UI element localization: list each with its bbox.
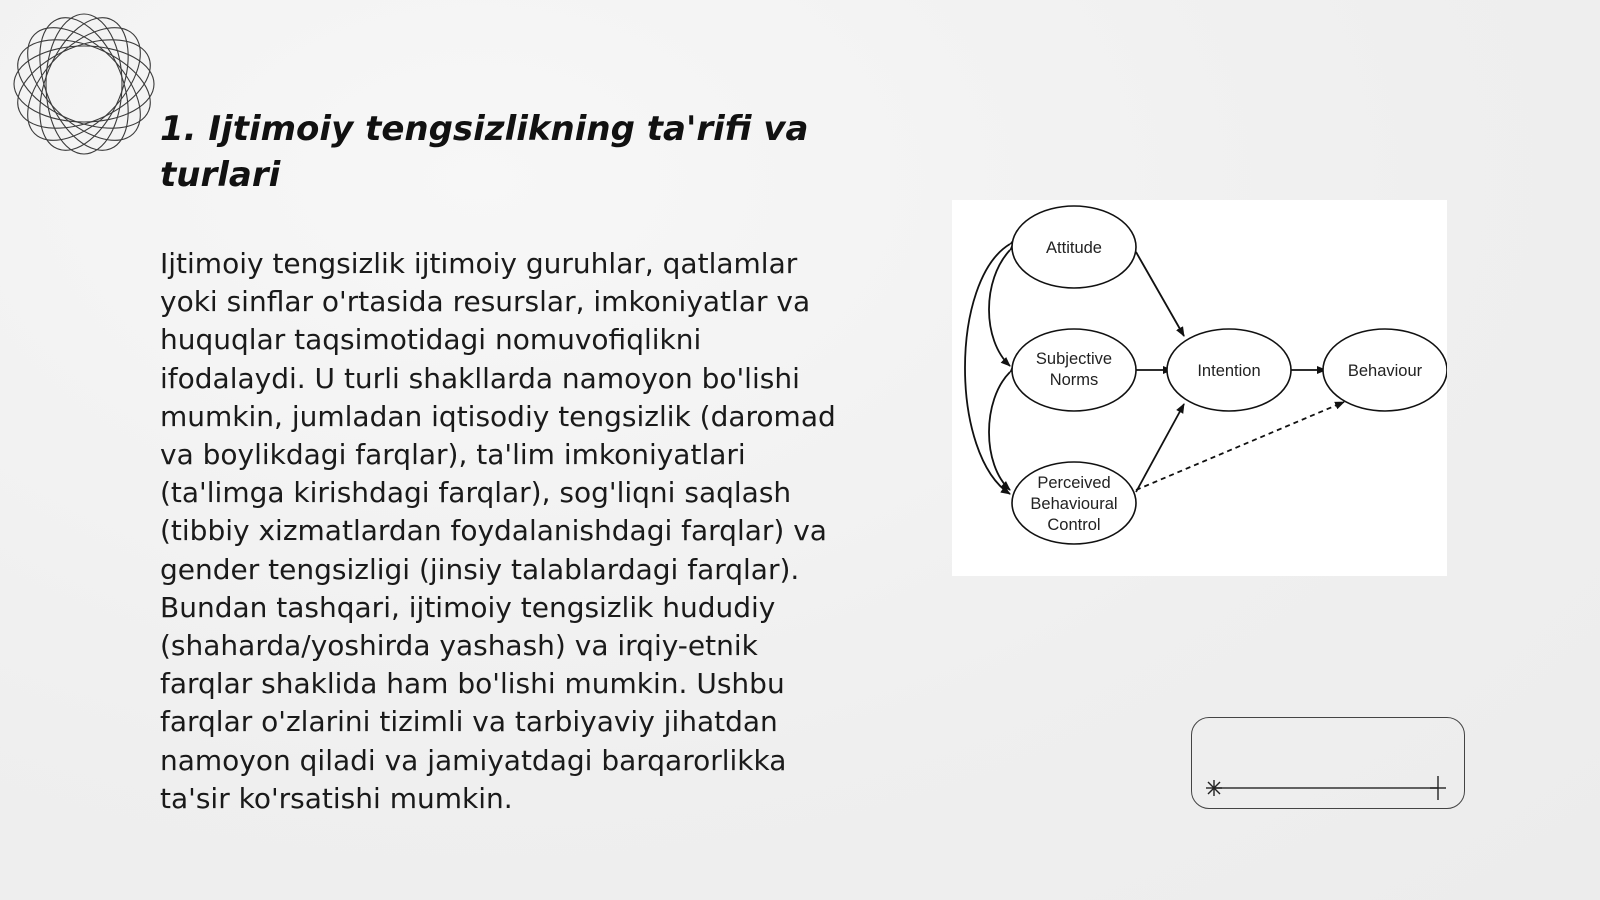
- ring-petal: [46, 14, 122, 154]
- correlation-arrow-norms-pbc: [989, 372, 1010, 490]
- decorative-timeline-box: [1191, 717, 1465, 809]
- ring-petal: [10, 10, 158, 158]
- node-intention: [1167, 329, 1291, 411]
- slide-title: 1. Ijtimoiy tengsizlikning ta'rifi va turlari: [160, 109, 809, 195]
- ring-petal: [10, 22, 158, 146]
- node-perceived-behavioural-control: [1012, 462, 1136, 544]
- svg-text:Control: Control: [1047, 516, 1101, 534]
- svg-text:Behavioural: Behavioural: [1030, 495, 1118, 513]
- node-subjective-norms: [1012, 329, 1136, 411]
- dashed-arrow-pbc-behaviour: [1136, 402, 1344, 490]
- ring-petal: [22, 10, 146, 158]
- slide-body-text: Ijtimoiy tengsizlik ijtimoiy guruhlar, qatlamlar yoki sinflar o'rtasida resurslar, imkoniyatlar va huquqlar taqsimotidagi nomuvofiqlikni ifodalaydi. U turli shakllarda namoyon bo'lishi mumkin, jumladan iqtisodiy tengsizlik (daromad va boylikdagi farqlar), ta'lim imkoniyatlari (ta'limga kirishdagi farqlar), sog'liqni saqlash (tibbiy xizmatlardan foydalanishdagi farqlar) va gender tengsizligi (jinsiy talablardagi farqlar). Bundan tashqari, ijtimoiy tengsizlik hududiy (shaharda/yoshirda yashash) va irqiy-etnik farqlar shaklida ham bo'lishi mumkin. Ushbu farqlar o'zlarini tizimli va tarbiyaviy jihatdan namoyon qiladi va jamiyatdagi barqarorlikka ta'sir ko'rsatishi mumkin.: [160, 247, 836, 815]
- spirograph-ring-icon: [10, 10, 158, 158]
- ring-petal: [10, 10, 158, 158]
- ring-petal: [10, 22, 158, 146]
- ring-petal: [14, 46, 154, 122]
- node-attitude: [1012, 206, 1136, 288]
- arrow-attitude-intention: [1136, 252, 1184, 336]
- svg-text:Attitude: Attitude: [1046, 239, 1102, 257]
- theory-of-planned-behaviour-diagram: [952, 200, 1447, 576]
- svg-text:Norms: Norms: [1049, 371, 1099, 389]
- correlation-arrow-attitude-pbc: [965, 244, 1010, 494]
- node-behaviour: [1323, 329, 1447, 411]
- svg-text:Behaviour: Behaviour: [1347, 362, 1423, 380]
- svg-text:Subjective: Subjective: [1035, 350, 1113, 368]
- svg-text:Intention: Intention: [1197, 362, 1261, 380]
- arrow-pbc-intention: [1136, 404, 1184, 492]
- svg-text:Perceived: Perceived: [1037, 474, 1111, 492]
- ring-petal: [22, 10, 146, 158]
- correlation-arrow-attitude-norms: [989, 250, 1010, 366]
- sparkle-icon: [1206, 780, 1222, 796]
- plus-star-icon: [1430, 776, 1446, 800]
